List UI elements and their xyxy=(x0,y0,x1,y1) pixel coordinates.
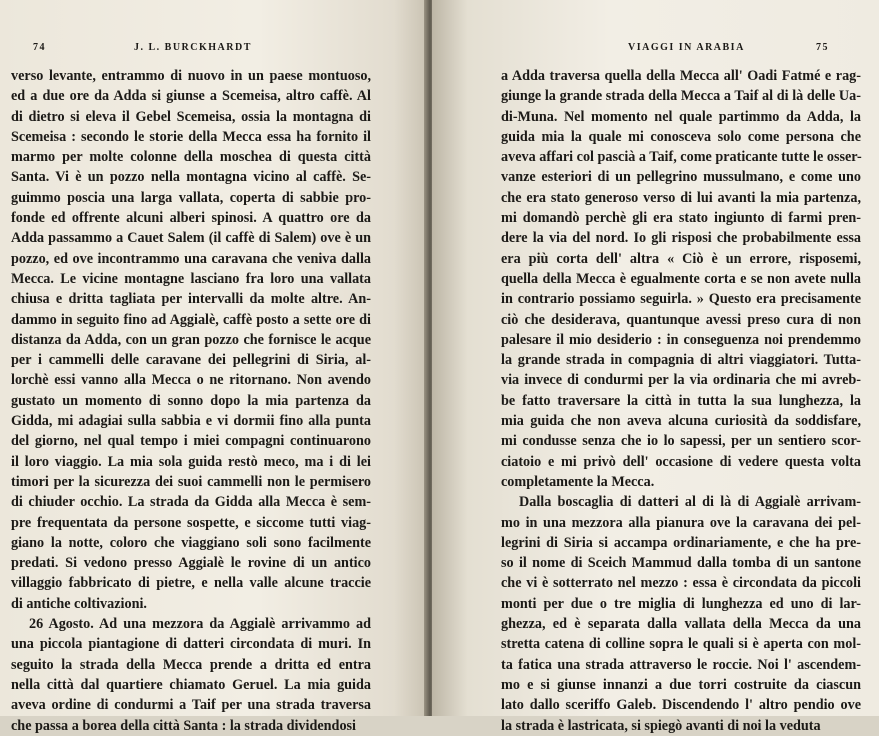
text-line: fonde ed offrente alcuni alberi spinosi. A quattro ore da xyxy=(11,210,371,227)
text-line: Dalla boscaglia di datteri al di là di Aggialè arrivam- xyxy=(519,494,861,511)
text-line: mi domandò perchè gli era stato ingiunto di farmi pren- xyxy=(501,210,861,227)
text-line: Gidda, mi adagiai sulla sabbia e vi dormii fino alla punta xyxy=(11,413,371,430)
text-line: mo e si giunse innanzi a due torri costruite da ciascun xyxy=(501,676,861,693)
text-line: so il nome di Sceich Mammud dalla tomba di un santone xyxy=(501,555,861,572)
running-head: VIAGGI IN ARABIA xyxy=(628,42,745,53)
text-line: stretta catena di colline sopra le quali si è aperta con mol- xyxy=(501,636,861,653)
text-line: Mecca. Le vicine montagne lasciano fra loro una vallata xyxy=(11,270,371,287)
text-line: predati. Si vedono presso Aggialè le rovine di un antico xyxy=(11,555,371,572)
text-line: pre frequentata da persone sospette, e siccome tutti viag- xyxy=(11,514,371,531)
body-text xyxy=(11,66,371,736)
text-line: Santa. Vi è un pozzo nella montagna vicino al caffè. Se- xyxy=(11,169,371,186)
text-line: seguito la strada della Mecca prende a dritta ed entra xyxy=(11,656,371,673)
text-line: in contrario possiamo seguirla. » Questo era precisamente xyxy=(501,291,861,308)
text-line: mo in una mezzora alla pianura ove la caravana dei pel- xyxy=(501,514,861,531)
right-page xyxy=(432,0,879,734)
text-line: ed a due ore da Adda si giunse a Scemeisa, altro caffè. Al xyxy=(11,88,371,105)
text-line: aveva affari col pascià a Taif, come praticante tutte le osser- xyxy=(501,149,862,166)
text-line: villaggio fabbricato di pietre, e nella valle alcune traccie xyxy=(11,575,371,592)
text-line: lato dallo sceriffo Galeb. Discendendo l' altro pendio ove xyxy=(501,697,861,714)
text-line: aveva ordine di condurmi a Taif per una strada traversa xyxy=(11,697,371,714)
text-line: chiusa e dritta tagliata per intervalli da molte altre. An- xyxy=(11,291,371,308)
text-line: di antiche coltivazioni. xyxy=(11,595,147,612)
text-line: legrini di Siria si accampa ordinariamente, e che ha pre- xyxy=(501,534,861,551)
text-line: giano la notte, coloro che viaggiano soli sono facilmente xyxy=(11,534,371,551)
text-line: per i cammelli delle caravane dei pellegrini di Siria, al- xyxy=(11,352,371,369)
text-line: Scemeisa : secondo le storie della Mecca essa ha fornito il xyxy=(11,128,371,145)
text-line: guida mia la quale mi conosceva solo come persona che xyxy=(501,128,861,145)
text-line: che vi è sotterrato nel mezzo : essa è circondata da piccoli xyxy=(501,575,861,592)
running-head: J. L. BURCKHARDT xyxy=(134,42,252,53)
text-line: palesare il mio desiderio : in conseguenza noi prendemmo xyxy=(501,331,861,348)
text-line: ciatoio e mi privò dell' occasione di vedere questa volta xyxy=(501,453,861,470)
text-line: guimmo poscia una larga vallata, coperta di sabbie pro- xyxy=(11,189,371,206)
text-line: giunge la grande strada della Mecca a Taif al di là delle Ua- xyxy=(501,88,861,105)
text-line: distanza da Adda, con un gran pozzo che fornisce le acque xyxy=(11,331,371,348)
text-line: completamente la Mecca. xyxy=(501,473,655,490)
text-line: be fatto traversare la città in tutta la sua lunghezza, la xyxy=(501,392,861,409)
text-line: a Adda traversa quella della Mecca all' Oadi Fatmé e rag- xyxy=(501,68,861,84)
page-number: 75 xyxy=(816,42,829,53)
text-line: via invece di condurmi per la via ordinaria che mi avreb- xyxy=(501,372,861,389)
text-line: mia guida che non aveva alcuna curiosità da soddisfare, xyxy=(501,413,861,430)
text-line: la grande strada in compagnia di altri viaggiatori. Tutta- xyxy=(501,352,861,369)
text-line: di dietro si eleva il Gebel Scemeisa, ossia la montagna di xyxy=(11,108,371,125)
text-line: il loro viaggio. La mia sola guida restò meco, ma i di lei xyxy=(11,453,371,470)
text-line: la strada è lastricata, si spiegò avanti di noi la veduta xyxy=(501,717,821,734)
text-line: di-Muna. Nel momento nel quale partimmo da Adda, la xyxy=(501,108,861,125)
text-line: gustato un momento di sonno dopo la mia partenza da xyxy=(11,392,371,409)
page-number: 74 xyxy=(33,42,46,53)
text-line: pozzo, ed ove incontrammo una caravana che veniva dalla xyxy=(11,250,371,267)
body-text xyxy=(501,66,861,736)
text-line: nella città dal quartiere chiamato Geruel. La mia guida xyxy=(11,676,371,693)
text-line: ta fatica una strada attraverso le roccie. Noi l' ascendem- xyxy=(501,656,861,673)
text-line: verso levante, entrammo di nuovo in un paese montuoso, xyxy=(11,68,371,84)
text-line: che passa a borea della città Santa : la strada dividendosi xyxy=(11,717,356,734)
text-line: lorchè essi vanno alla Mecca o ne ritornano. Non avendo xyxy=(11,372,371,389)
text-line: dammo in seguito fino ad Aggialè, caffè posto a sette ore di xyxy=(11,311,371,328)
text-line: era più corta dell' altra « Ciò è un errore, risposemi, xyxy=(501,250,861,267)
text-line: 26 Agosto. Ad una mezzora da Aggialè arrivammo ad xyxy=(29,616,371,633)
text-line: di chiuder occhio. La strada da Gidda alla Mecca è sem- xyxy=(11,494,371,511)
text-line: del giorno, nel qual tempo i miei compagni continuarono xyxy=(11,433,371,450)
text-line: Adda passammo a Cauet Salem (il caffè di Salem) ove è un xyxy=(11,230,371,247)
text-line: una piccola piantagione di datteri circondata di muri. In xyxy=(11,636,371,653)
text-line: mi condusse senza che io lo sapessi, per un sentiero scor- xyxy=(501,433,861,450)
text-line: quella della Mecca è egualmente corta e se non avete nulla xyxy=(501,270,861,287)
text-line: monti per due o tre miglia di lunghezza ed uno di lar- xyxy=(501,595,861,612)
text-line: ghezza, ed è separata dalla vallata della Mecca da una xyxy=(501,616,861,633)
text-line: timori per la sicurezza dei suoi cammelli non le permisero xyxy=(11,473,371,490)
left-page xyxy=(0,0,428,734)
text-line: dere la via del nord. Io gli risposi che probabilmente essa xyxy=(501,230,861,247)
text-line: vanze esteriori di un pellegrino mussulmano, e come uno xyxy=(501,169,861,186)
text-line: ciò che desiderava, quantunque avessi preso cura di non xyxy=(501,311,861,328)
text-line: marmo per molte colonne della moschea di questa città xyxy=(11,149,371,166)
text-line: che era stato generoso verso di lui avanti la mia partenza, xyxy=(501,189,861,206)
